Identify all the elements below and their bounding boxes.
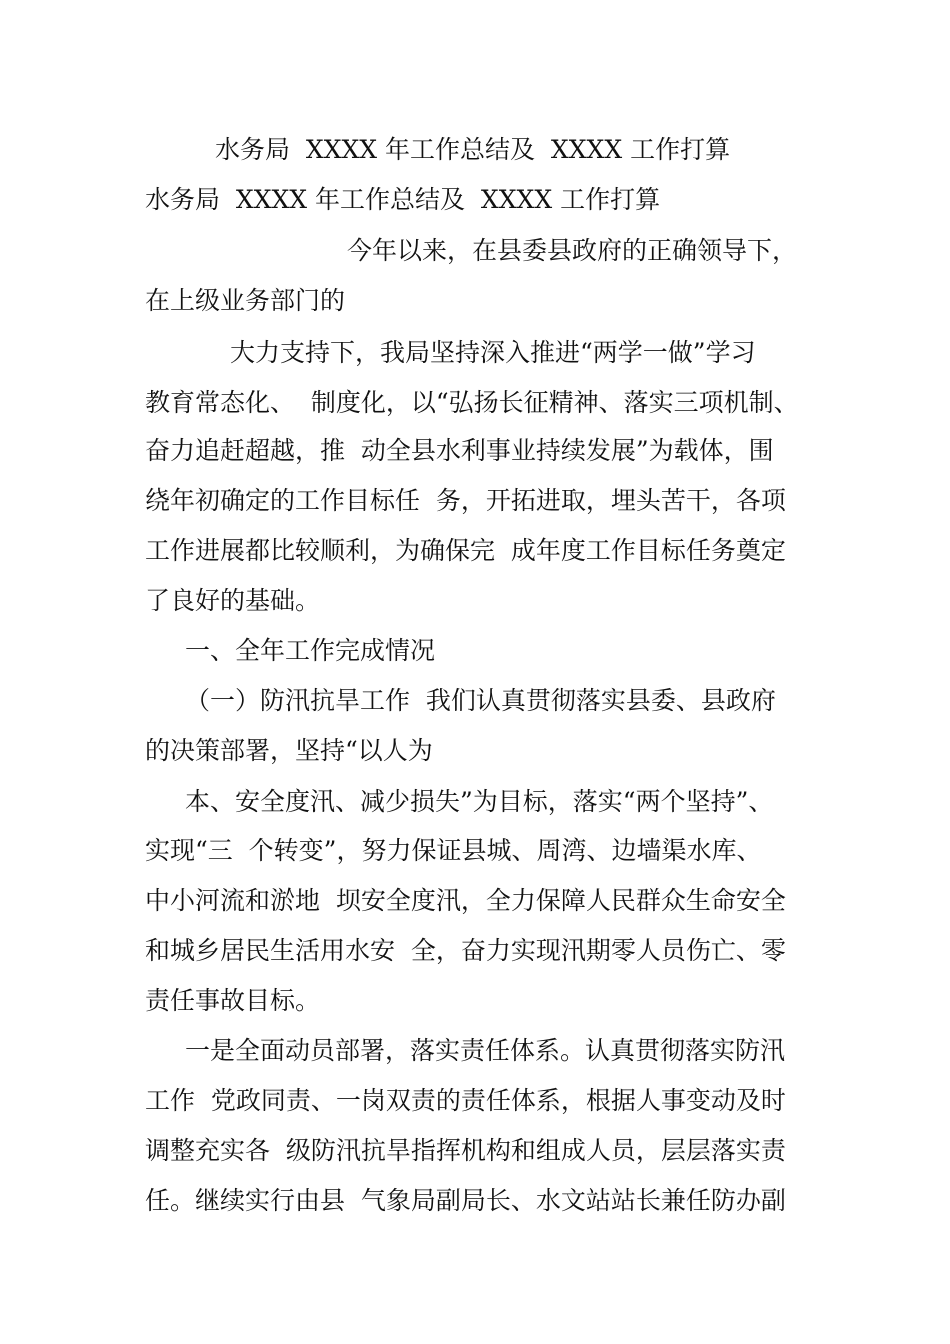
paragraph-line: 教育常态化、 制度化，以“弘扬长征精神、落实三项机制、 bbox=[145, 388, 799, 417]
paragraph-line: 一是全面动员部署，落实责任体系。认真贯彻落实防汛 bbox=[185, 1036, 786, 1065]
section-heading: 一、全年工作完成情况 bbox=[185, 636, 436, 665]
paragraph-line: 实现“三 个转变”，努力保证县城、周湾、边墙渠水库、 bbox=[145, 836, 762, 865]
paragraph-line: 和城乡居民生活用水安 全，奋力实现汛期零人员伤亡、零 bbox=[145, 936, 786, 965]
paragraph-line: 大力支持下，我局坚持深入推进“两学一做”学习 bbox=[230, 338, 756, 367]
paragraph-line: 在上级业务部门的 bbox=[145, 286, 346, 315]
paragraph-line: 奋力追赶超越，推 动全县水利事业持续发展”为载体，围 bbox=[145, 436, 774, 465]
paragraph-line: 任。继续实行由县 气象局副局长、水文站站长兼任防办副 bbox=[145, 1186, 786, 1215]
paragraph-line: 的决策部署，坚持“以人为 bbox=[145, 736, 433, 765]
paragraph-line: 工作 党政同责、一岗双责的责任体系，根据人事变动及时 bbox=[145, 1086, 786, 1115]
paragraph-line: 工作进展都比较顺利，为确保完 成年度工作目标任务奠定 bbox=[145, 536, 786, 565]
paragraph-line: 调整充实各 级防汛抗旱指挥机构和组成人员，层层落实责 bbox=[145, 1136, 786, 1165]
document-title: 水务局 XXXX 年工作总结及 XXXX 工作打算 bbox=[215, 135, 731, 164]
paragraph-line: 责任事故目标。 bbox=[145, 986, 321, 1015]
paragraph-line: 今年以来，在县委县政府的正确领导下， bbox=[347, 236, 798, 265]
paragraph-line: 了良好的基础。 bbox=[145, 586, 321, 615]
paragraph-line: 绕年初确定的工作目标任 务，开拓进取，埋头苦干，各项 bbox=[145, 486, 786, 515]
subsection-heading: （一）防汛抗旱工作 我们认真贯彻落实县委、县政府 bbox=[185, 686, 776, 715]
paragraph-line: 本、安全度汛、减少损失”为目标，落实“两个坚持”、 bbox=[185, 787, 774, 816]
paragraph-line: 中小河流和淤地 坝安全度汛，全力保障人民群众生命安全 bbox=[145, 886, 786, 915]
document-subtitle: 水务局 XXXX 年工作总结及 XXXX 工作打算 bbox=[145, 185, 661, 214]
